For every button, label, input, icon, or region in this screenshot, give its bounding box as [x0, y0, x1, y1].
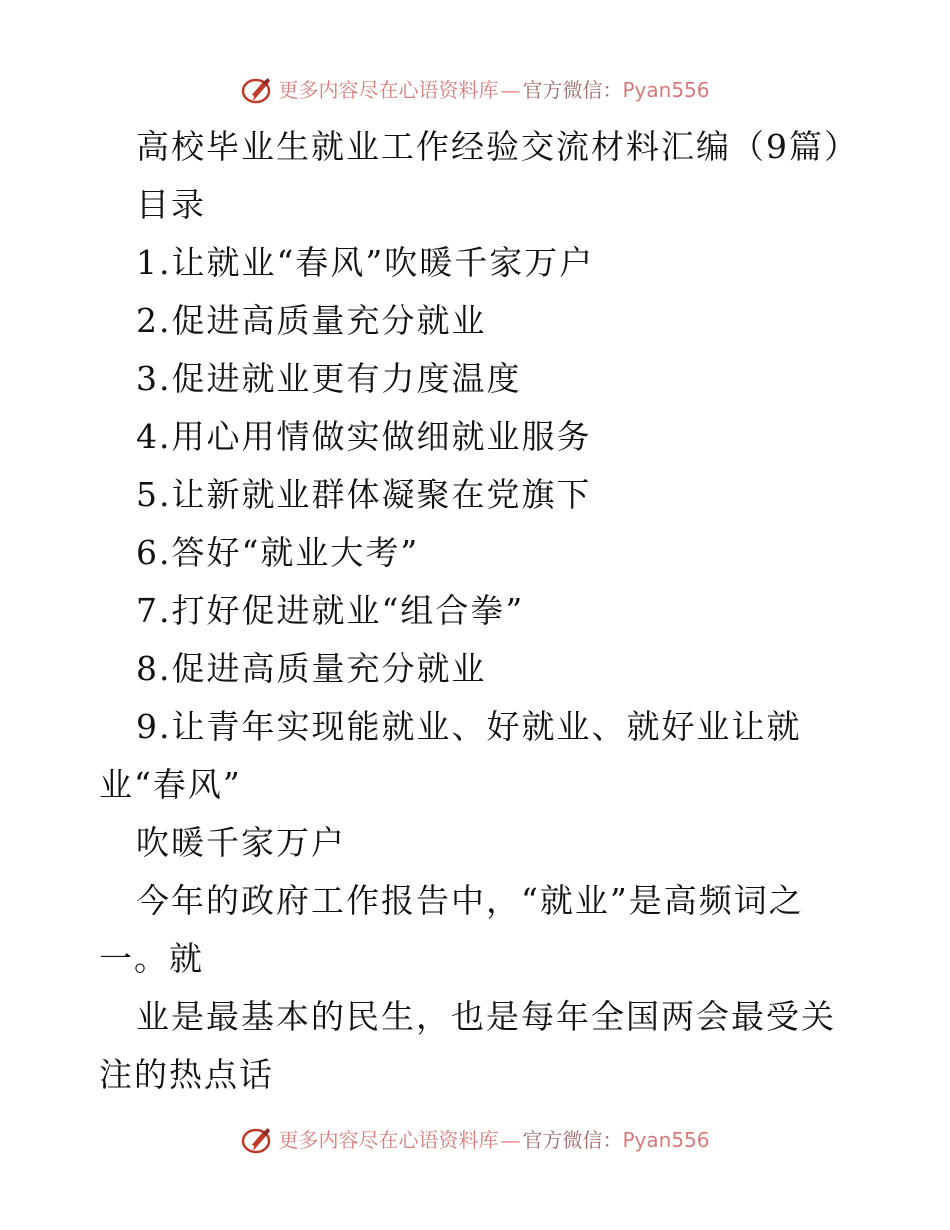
- toc-item: 8.促进高质量充分就业: [136, 649, 487, 688]
- toc-item: 2.促进高质量充分就业: [136, 301, 487, 340]
- document-content: [99, 118, 859, 1104]
- document-title: 高校毕业生就业工作经验交流材料汇编（9篇）: [136, 127, 859, 166]
- toc-item: 3.促进就业更有力度温度: [136, 359, 522, 398]
- toc-item: 1.让就业“春风”吹暖千家万户: [136, 243, 595, 282]
- watermark-wechat-id: Pyan556: [622, 1128, 710, 1152]
- watermark-text: 更多内容尽在心语资料库: [278, 78, 499, 102]
- pen-nib-logo-icon: [240, 1125, 274, 1155]
- toc-heading: 目录: [136, 185, 206, 224]
- toc-item: 6.答好“就业大考”: [136, 533, 420, 572]
- toc-item: 5.让新就业群体凝聚在党旗下: [136, 475, 592, 514]
- body-paragraph: 今年的政府工作报告中，“就业”是高频词之一。就: [99, 881, 804, 978]
- body-paragraph: 吹暖千家万户: [136, 823, 346, 862]
- pen-nib-logo-icon: [240, 75, 274, 105]
- toc-item: 9.让青年实现能就业、好就业、就好业让就业“春风”: [99, 707, 802, 804]
- watermark-text: 更多内容尽在心语资料库: [278, 1128, 499, 1152]
- header-watermark: [0, 75, 950, 105]
- watermark-dash: —: [500, 78, 521, 102]
- body-paragraph: 业是最基本的民生，也是每年全国两会最受关注的热点话: [99, 997, 836, 1094]
- watermark-official-label: 官方微信：: [522, 1128, 623, 1152]
- watermark-dash: —: [500, 1128, 521, 1152]
- toc-item: 7.打好促进就业“组合拳”: [136, 591, 525, 630]
- watermark-wechat-id: Pyan556: [622, 78, 710, 102]
- footer-watermark: [0, 1125, 950, 1155]
- toc-item: 4.用心用情做实做细就业服务: [136, 417, 592, 456]
- watermark-official-label: 官方微信：: [522, 78, 623, 102]
